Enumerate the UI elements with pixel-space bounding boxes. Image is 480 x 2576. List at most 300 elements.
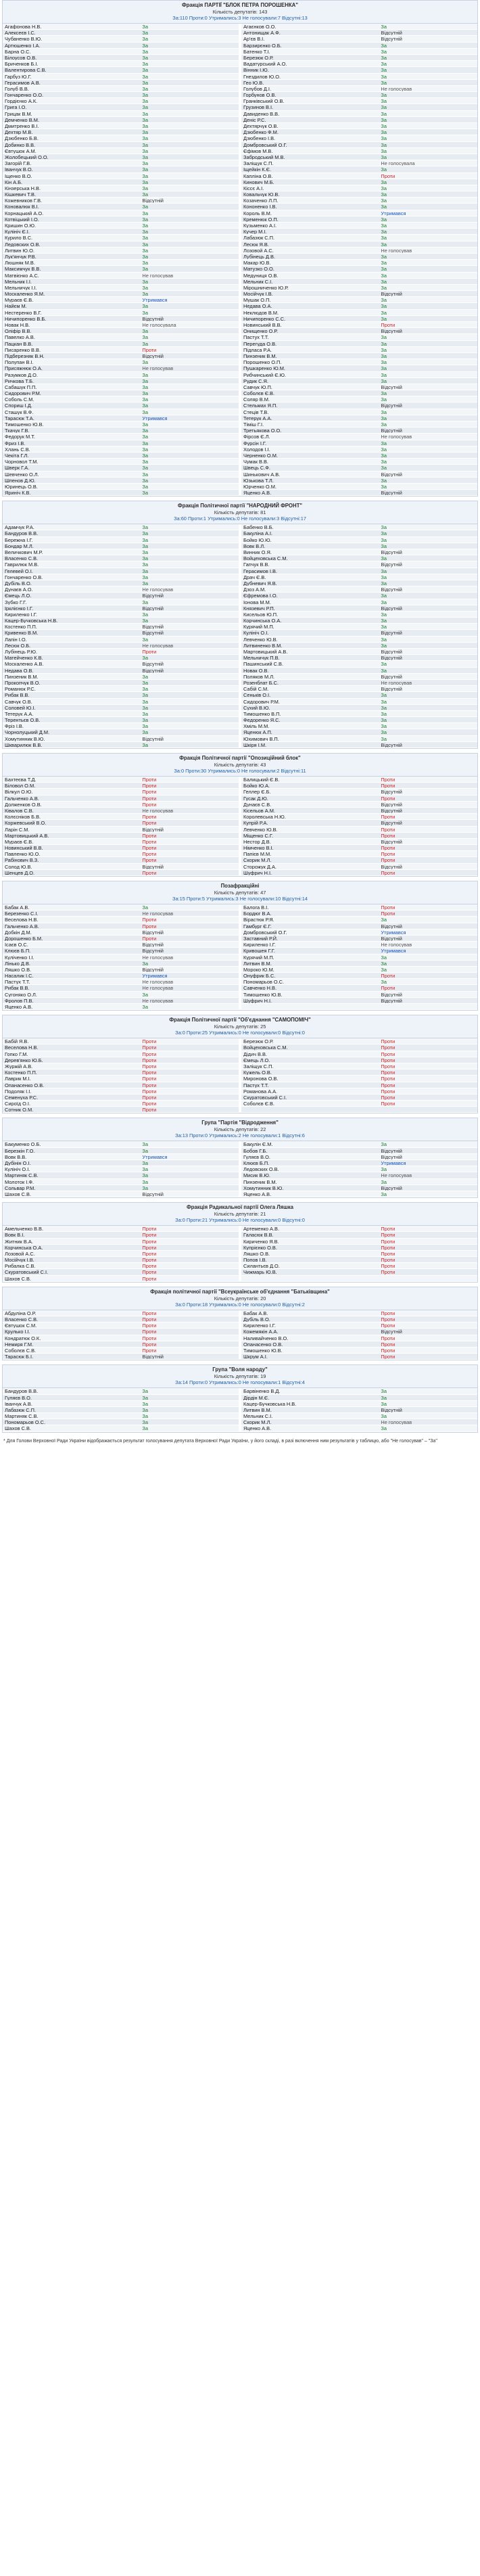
deputy-vote-row	[241, 92, 477, 98]
deputy-vote-row	[3, 1401, 239, 1407]
deputy-vote: За	[142, 371, 148, 377]
deputy-vote-row	[3, 637, 239, 643]
deputy-vote: Не голосував	[142, 272, 174, 278]
deputy-vote-row	[3, 973, 239, 979]
deputy-vote: За	[381, 377, 387, 384]
deputy-name: Коржевський В.О.	[5, 820, 47, 826]
deputy-name: Бондар М.Л.	[5, 543, 34, 549]
deputy-vote-row	[241, 235, 477, 241]
deputy-vote: За	[142, 599, 148, 605]
deputy-vote-row	[3, 248, 239, 254]
deputy-name: Сабашук П.П.	[5, 384, 37, 390]
deputy-vote-row	[3, 92, 239, 98]
deputy-vote: Проти	[142, 1232, 157, 1238]
deputy-vote-row	[241, 923, 477, 929]
deputy-vote-row	[3, 1226, 239, 1232]
deputy-vote: За	[142, 1160, 148, 1166]
deputy-name: Лаврик М.І.	[5, 1076, 31, 1082]
deputy-name: Дзюбенко Б.В.	[5, 135, 39, 141]
deputy-name: Давиденко В.В.	[243, 110, 280, 116]
deputy-vote-row	[3, 36, 239, 42]
deputy-name: Гамбург Є.Г.	[243, 923, 272, 929]
deputy-vote: Проти	[381, 1094, 395, 1101]
deputy-name: Дехтяр М.В.	[5, 129, 33, 135]
deputy-vote: Проти	[142, 814, 157, 820]
deputy-vote: Відсутній	[381, 328, 402, 334]
deputy-vote-row	[3, 472, 239, 478]
deputy-vote-row	[3, 1257, 239, 1263]
deputy-vote: Проти	[142, 1038, 157, 1044]
deputy-vote-table	[3, 904, 477, 1010]
deputy-vote-row	[241, 1232, 477, 1238]
deputy-vote: За	[142, 229, 148, 235]
faction-member-count: Кількість депутатів: 19	[214, 1373, 266, 1380]
deputy-name: Папієв М.М.	[243, 851, 272, 857]
deputy-vote: Відсутній	[381, 649, 402, 655]
deputy-name: Корчинська О.А.	[5, 1244, 43, 1250]
deputy-vote: Відсутній	[142, 667, 164, 673]
deputy-vote-row	[241, 1388, 477, 1394]
deputy-name: Черненко О.М.	[243, 452, 278, 459]
deputy-vote-row	[241, 142, 477, 148]
deputy-name: Мельничук П.В.	[243, 655, 280, 661]
deputy-name: Фролов П.В.	[5, 997, 34, 1003]
deputy-vote-row	[3, 204, 239, 210]
deputy-name: Кін А.Б.	[5, 179, 22, 185]
deputy-vote: За	[381, 396, 387, 402]
deputy-vote: За	[142, 141, 148, 147]
deputy-name: Швець С.Ф.	[243, 465, 270, 471]
deputy-name: Кононенко І.В.	[243, 204, 277, 210]
deputy-vote-row	[241, 428, 477, 434]
deputy-vote-row	[241, 117, 477, 123]
deputy-vote-row	[241, 204, 477, 210]
deputy-name: Чорнолуцький Д.М.	[5, 729, 50, 735]
deputy-vote-row	[3, 67, 239, 73]
deputy-name: Зубко Г.Г.	[5, 599, 27, 605]
deputy-vote: За	[142, 334, 148, 340]
deputy-vote: Проти	[142, 1244, 157, 1250]
deputy-vote-row	[241, 742, 477, 748]
deputy-name: Гранківський О.В.	[243, 98, 285, 104]
deputy-vote: За	[381, 179, 387, 185]
deputy-name: Шкрум А.І.	[243, 1354, 268, 1360]
deputy-vote: За	[142, 465, 148, 471]
deputy-vote: Проти	[381, 1038, 395, 1044]
deputy-name: Ничипоренко В.Б.	[5, 315, 47, 321]
deputy-vote-row	[3, 1316, 239, 1322]
deputy-name: Чумак В.В.	[243, 459, 268, 465]
deputy-name: Мосійчук І.В.	[243, 291, 273, 297]
deputy-name: Березюк О.Р.	[243, 1038, 274, 1044]
deputy-name: Вовк В.І.	[5, 1232, 25, 1238]
deputy-vote: Відсутній	[381, 471, 402, 477]
faction-header	[3, 501, 477, 524]
deputy-name: Лабазюк С.П.	[5, 1406, 37, 1413]
deputy-vote: Проти	[381, 1057, 395, 1063]
deputy-vote	[378, 1276, 477, 1281]
deputy-vote-row	[241, 173, 477, 179]
deputy-vote: За	[381, 421, 387, 428]
deputy-vote: За	[381, 48, 387, 54]
deputy-vote: Проти	[142, 1250, 157, 1257]
deputy-vote-row	[241, 936, 477, 942]
deputy-vote-row	[3, 833, 239, 839]
deputy-name: Загорій Г.В.	[5, 160, 32, 166]
deputy-vote: Утримався	[381, 210, 406, 216]
deputy-vote: За	[142, 1172, 148, 1178]
deputy-vote: За	[381, 698, 387, 704]
deputy-name: Бережна І.Г.	[5, 536, 33, 543]
deputy-vote: За	[381, 365, 387, 371]
deputy-vote: Проти	[381, 1076, 395, 1082]
deputy-name: Сироїд О.І.	[5, 1101, 31, 1107]
deputy-vote-row	[3, 692, 239, 698]
deputy-vote: За	[381, 284, 387, 291]
deputy-vote: За	[142, 291, 148, 297]
deputy-name: Євтушок А.М.	[5, 147, 37, 154]
deputy-name: Литвин В.М.	[243, 960, 272, 966]
deputy-name: Третьякова О.О.	[243, 428, 282, 434]
deputy-name: Яценко А.В.	[243, 1425, 272, 1431]
deputy-vote-row	[241, 827, 477, 833]
deputy-name: Лесюк Я.В.	[243, 241, 269, 247]
deputy-vote: Проти	[142, 1088, 157, 1094]
deputy-name: Кацер-Бучковська Н.В.	[5, 618, 58, 624]
deputy-vote-row	[3, 530, 239, 536]
deputy-vote: Проти	[381, 777, 395, 783]
deputy-vote: За	[142, 1184, 148, 1191]
faction-vote-summary: За:13 Проти:0 Утримались:2 Не голосували:1 Відсутні:6	[175, 1132, 305, 1139]
deputy-vote: Проти	[142, 1057, 157, 1063]
deputy-vote: Відсутній	[142, 630, 164, 636]
deputy-name: Гончаренко О.О.	[5, 92, 44, 98]
deputy-vote: За	[142, 402, 148, 409]
deputy-name: Опанасенко О.В.	[5, 1082, 45, 1088]
deputy-vote-row	[241, 334, 477, 340]
deputy-vote: Проти	[381, 814, 395, 820]
deputy-vote: Проти	[142, 1316, 157, 1322]
deputy-vote: Проти	[142, 1310, 157, 1316]
deputy-name: Немиря Г.М.	[5, 1341, 34, 1347]
deputy-name: Литвин Ю.О.	[5, 247, 34, 253]
deputy-vote: Відсутній	[381, 1184, 402, 1191]
deputy-name: Дубінін О.І.	[5, 1160, 31, 1166]
deputy-name: Лук'янчук Р.В.	[5, 253, 37, 260]
deputy-vote-row	[241, 123, 477, 129]
deputy-vote: Відсутній	[381, 1147, 402, 1153]
deputy-name: Недава О.А.	[243, 303, 272, 309]
deputy-vote-row	[3, 365, 239, 371]
deputy-vote: Відсутній	[142, 661, 164, 667]
deputy-name: Лозовой А.С.	[5, 1250, 35, 1257]
deputy-name: Дідич В.В.	[243, 1051, 267, 1057]
deputy-name: Рабінович В.З.	[5, 857, 39, 863]
deputy-name: Князевич Р.П.	[243, 605, 275, 611]
deputy-vote-row	[241, 135, 477, 141]
deputy-vote: Відсутній	[142, 352, 164, 359]
deputy-name: Яценко А.В.	[243, 490, 272, 496]
deputy-vote: Проти	[381, 904, 395, 911]
deputy-vote-row	[3, 166, 239, 172]
deputy-name: Ничипоренко С.С.	[243, 315, 286, 321]
deputy-name: Сторожук Д.А.	[243, 863, 277, 869]
deputy-name: Винник О.Я.	[243, 549, 272, 555]
deputy-vote: За	[142, 110, 148, 116]
deputy-vote: Не голосував	[142, 979, 174, 985]
deputy-vote-row	[3, 729, 239, 735]
deputy-vote: За	[142, 1166, 148, 1172]
deputy-vote-row	[241, 643, 477, 649]
faction-vote-summary: За:0 Проти:18 Утримались:0 Не голосували:0 Відсутні:2	[175, 1301, 305, 1308]
deputy-vote-row	[3, 549, 239, 555]
deputy-vote-row	[3, 390, 239, 396]
deputy-vote: За	[381, 593, 387, 599]
deputy-name: Тетерук А.А.	[243, 415, 272, 421]
deputy-vote: Відсутній	[142, 605, 164, 611]
deputy-vote-row	[241, 549, 477, 555]
deputy-name: Павленко Ю.О.	[5, 851, 41, 857]
deputy-name: Дубіль В.О.	[5, 580, 32, 586]
deputy-vote: Проти	[381, 1063, 395, 1070]
deputy-vote-row	[241, 359, 477, 365]
deputy-vote: Не голосував	[142, 586, 174, 593]
deputy-name: Кацер-Бучковська Н.В.	[243, 1400, 297, 1406]
deputy-vote-row	[241, 561, 477, 568]
deputy-name: Максимчук В.В.	[5, 266, 41, 272]
deputy-vote: За	[142, 42, 148, 48]
deputy-name: Кривенко В.М.	[5, 630, 39, 636]
deputy-vote: За	[142, 1394, 148, 1400]
deputy-vote-row	[241, 484, 477, 490]
deputy-vote-row	[3, 630, 239, 636]
deputy-name: Гнездилов Ю.О.	[243, 73, 281, 79]
deputy-vote: За	[381, 452, 387, 459]
deputy-name: Гальченко А.В.	[5, 923, 39, 929]
deputy-name: Савчук Ю.П.	[243, 384, 272, 390]
deputy-vote-row	[241, 1057, 477, 1063]
deputy-name: Гапчук В.В.	[243, 561, 270, 568]
deputy-vote-row	[3, 827, 239, 833]
deputy-vote-row	[241, 1051, 477, 1057]
deputy-vote-row	[241, 185, 477, 191]
deputy-vote: Відсутній	[381, 789, 402, 795]
deputy-vote: За	[142, 409, 148, 415]
deputy-vote-row	[3, 291, 239, 297]
deputy-vote-row	[3, 742, 239, 748]
deputy-vote: За	[381, 54, 387, 61]
faction-name: Група "Партія "Відродження"	[201, 1120, 279, 1126]
deputy-name: Ледовских О.В.	[243, 1166, 279, 1172]
deputy-vote: Відсутній	[381, 741, 402, 748]
deputy-vote-row	[241, 384, 477, 390]
deputy-vote: Не голосував	[381, 942, 412, 948]
deputy-name: Грузинов В.І.	[243, 104, 274, 110]
deputy-vote-row	[241, 472, 477, 478]
faction-vote-summary: За:0 Проти:25 Утримались:0 Не голосували:0 Відсутні:0	[175, 1030, 305, 1036]
deputy-name: Бандуров В.В.	[5, 530, 39, 536]
deputy-vote: За	[142, 253, 148, 260]
deputy-name: Гусак Д.Ю.	[243, 795, 268, 801]
faction-name: Група "Воля народу"	[212, 1366, 268, 1373]
deputy-vote-row	[241, 179, 477, 185]
deputy-vote: Проти	[142, 1257, 157, 1263]
deputy-vote-row	[3, 1148, 239, 1154]
deputy-vote-table	[3, 1388, 477, 1431]
deputy-vote: Проти	[142, 1329, 157, 1335]
deputy-name: Дірдін М.Є.	[243, 1394, 270, 1400]
deputy-vote: Утримався	[381, 948, 406, 954]
deputy-vote: За	[381, 154, 387, 160]
deputy-name: Деніс Р.С.	[243, 116, 266, 122]
deputy-name: Тарасюк Т.А.	[5, 415, 34, 421]
deputy-vote-row	[241, 1341, 477, 1348]
deputy-vote: Не голосував	[381, 1172, 412, 1178]
deputy-name: Кішкевич Т.В.	[5, 191, 36, 198]
deputy-vote: За	[142, 673, 148, 679]
deputy-name: Мисик В.Ю.	[243, 1172, 270, 1178]
deputy-vote-row	[3, 384, 239, 390]
deputy-name: Рибалка С.В.	[5, 1263, 36, 1269]
deputy-vote-row	[3, 537, 239, 543]
deputy-vote-row	[241, 961, 477, 967]
deputy-name: Опанасенко О.В.	[243, 1341, 283, 1347]
deputy-vote: За	[142, 543, 148, 549]
deputy-vote-row	[241, 530, 477, 536]
deputy-vote: Не голосував	[142, 985, 174, 991]
deputy-vote: Проти	[142, 1051, 157, 1057]
deputy-vote: За	[381, 717, 387, 723]
deputy-vote: Проти	[142, 1275, 157, 1281]
deputy-name: Шпенов Д.Ю.	[5, 477, 36, 483]
deputy-name: Шахов С.В.	[5, 1191, 31, 1197]
deputy-vote: Проти	[381, 857, 395, 863]
deputy-vote: Проти	[381, 1070, 395, 1076]
deputy-name: Левченко Ю.В.	[243, 636, 278, 642]
deputy-vote-row	[241, 833, 477, 839]
deputy-name: Пастух Т.Т.	[243, 1082, 269, 1088]
faction-header	[3, 1365, 477, 1388]
deputy-name: Вадатурський А.О.	[243, 61, 287, 67]
deputy-name: Медуниця О.В.	[243, 272, 279, 278]
deputy-vote: Не голосував	[381, 679, 412, 686]
deputy-name: Лабазюк С.П.	[243, 235, 275, 241]
deputy-vote: За	[381, 440, 387, 446]
faction-name: Фракція Радикальної партії Олега Ляшка	[186, 1204, 294, 1211]
faction-header	[3, 1, 477, 24]
deputy-vote: За	[142, 549, 148, 555]
deputy-name: Сугоняко О.Л.	[5, 991, 37, 997]
deputy-name: Войцеховська С.М.	[243, 1044, 288, 1051]
deputy-name: Хлань С.В.	[5, 446, 30, 452]
deputy-vote-row	[3, 279, 239, 285]
deputy-vote-row	[3, 864, 239, 870]
deputy-vote: Відсутній	[381, 820, 402, 826]
deputy-name: Козаченко Л.П.	[243, 198, 279, 204]
deputy-vote-row	[241, 992, 477, 998]
deputy-vote-row	[3, 777, 239, 783]
deputy-vote-row	[3, 191, 239, 198]
deputy-vote-row	[241, 80, 477, 86]
deputy-vote: За	[142, 36, 148, 42]
deputy-vote-row	[241, 1395, 477, 1401]
deputy-vote-row	[3, 316, 239, 322]
faction-block-vidr	[2, 881, 478, 1011]
deputy-name: Семенуха Р.С.	[5, 1094, 39, 1101]
deputy-vote-row	[3, 985, 239, 991]
deputy-vote-row	[3, 484, 239, 490]
deputy-vote: Відсутній	[381, 490, 402, 496]
deputy-vote-row	[3, 942, 239, 948]
deputy-vote: За	[142, 98, 148, 104]
deputy-vote	[378, 1107, 477, 1112]
faction-name: Фракція Політичної партії "Об'єднання "САМОПОМІЧ"	[169, 1017, 311, 1024]
deputy-name: Тимошенко Ю.В.	[5, 421, 44, 428]
deputy-vote-row	[241, 543, 477, 549]
deputy-vote-row	[241, 1257, 477, 1263]
deputy-vote: За	[142, 452, 148, 459]
deputy-name: Соболь С.М.	[5, 396, 34, 402]
deputy-vote: Проти	[381, 1354, 395, 1360]
deputy-vote: За	[142, 991, 148, 997]
deputy-name: Перегуда О.В.	[243, 340, 277, 346]
deputy-name: Курячий М.П.	[243, 954, 274, 960]
deputy-vote-row	[3, 322, 239, 328]
deputy-vote: Проти	[142, 838, 157, 845]
deputy-vote: За	[142, 686, 148, 692]
deputy-name: Власенко С.В.	[5, 1316, 39, 1322]
deputy-vote-row	[241, 210, 477, 216]
deputy-vote: За	[381, 73, 387, 79]
deputy-name: Писаренко В.В.	[5, 346, 41, 352]
deputy-vote-row	[241, 820, 477, 826]
deputy-vote: За	[142, 1178, 148, 1184]
deputy-vote-row	[3, 820, 239, 826]
deputy-vote-row	[3, 789, 239, 795]
deputy-vote-row	[3, 839, 239, 845]
deputy-name: Куліченко І.І.	[5, 954, 34, 960]
deputy-name: Мартовицький А.В.	[5, 832, 49, 838]
deputy-name: Присяжнюк О.А.	[5, 365, 43, 371]
deputy-name: Заставний Р.Й.	[243, 935, 278, 942]
deputy-vote: Не голосувала	[142, 322, 176, 328]
deputy-vote: За	[381, 729, 387, 735]
deputy-vote-row	[241, 1172, 477, 1178]
deputy-vote: Не голосував	[142, 807, 174, 814]
deputy-vote-row	[3, 870, 239, 876]
deputy-name: Кривошея Г.Г.	[243, 948, 275, 954]
factions-container	[2, 0, 478, 1437]
deputy-vote-row	[241, 216, 477, 223]
deputy-name: Фріз І.В.	[5, 723, 24, 729]
deputy-name: Кириченко Я.В.	[243, 1238, 279, 1244]
deputy-vote: За	[381, 723, 387, 729]
deputy-vote-row	[3, 1082, 239, 1088]
deputy-name: Артеменко А.В.	[243, 1226, 280, 1232]
deputy-vote-row	[241, 1038, 477, 1044]
deputy-name: Іщейкін К.Є.	[243, 166, 272, 172]
deputy-vote-row	[3, 1160, 239, 1166]
deputy-vote-row	[241, 347, 477, 353]
deputy-vote: За	[142, 1400, 148, 1406]
deputy-vote-row	[3, 979, 239, 985]
deputy-vote: За	[381, 1388, 387, 1394]
deputy-name: Тимошенко Ю.В.	[243, 991, 283, 997]
deputy-vote-row	[241, 979, 477, 985]
deputy-vote-row	[3, 1276, 239, 1282]
deputy-vote-row	[241, 1191, 477, 1197]
deputy-name: Онуфрик Б.С.	[243, 973, 276, 979]
